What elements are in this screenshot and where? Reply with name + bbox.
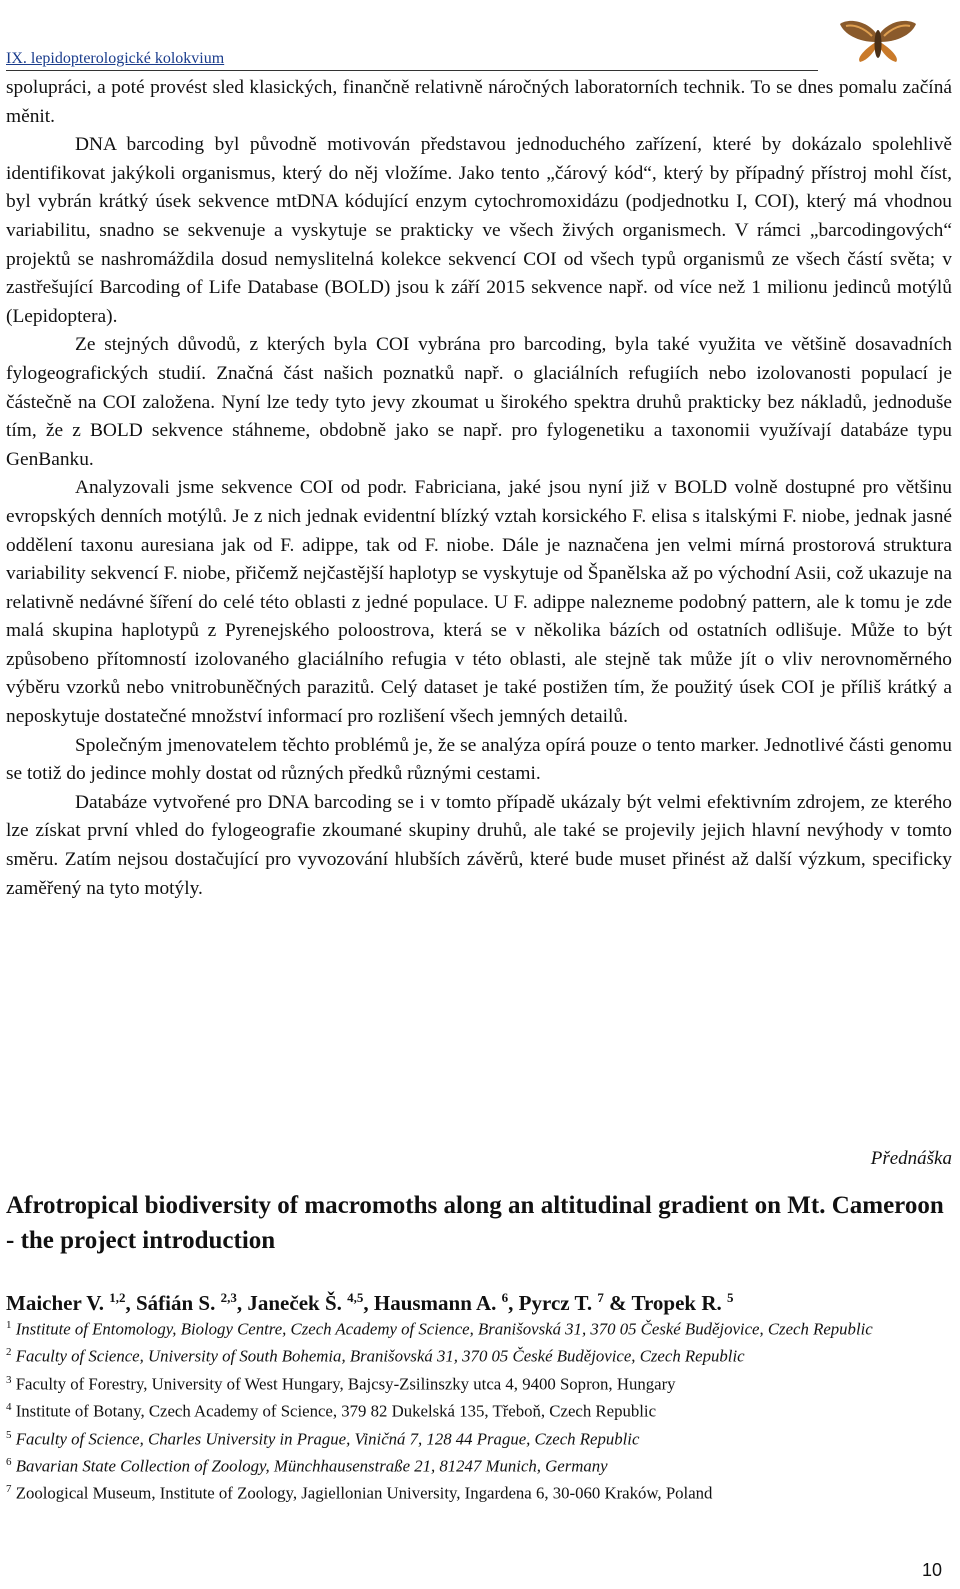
- affiliation-number: 3: [6, 1373, 12, 1386]
- author-name: Sáfián S.: [136, 1291, 221, 1315]
- page-number: 10: [921, 1560, 942, 1580]
- author-affiliation-marker: 4,5: [347, 1290, 364, 1305]
- paragraph-4: Analyzovali jsme sekvence COI od podr. Fabriciana, jaké jsou nyní již v BOLD volně dostupné pro většinu evropských denních motýlů. Je z nich jednak evidentní blízký vztah korsického F. elisa s italskými F. niobe, jednak jasné oddělení taxonu auresiana jak od F. adippe, tak od F. niobe. Dále je naznačena jen velmi mírná prostorová struktura variability sekvencí F. niobe, přičemž nejčastější haplotyp se vyskytuje od Španělska až po východní Asii, což ukazuje na relativně nedávné šíření do celé této oblasti z jedné populace. U F. adippe nalezneme podobný pattern, ale k tomu je zde malá skupina haplotypů z Pyrenejského poloostrova, která se v několika bázích od ostatních odlišuje. Může to být způsobeno přítomností izolovaného glaciálního refugia v této oblasti, ale stejně tak může jít o vliv nerovnoměrného výběru vzorků nebo vnitrobuněčných parazitů. Celý dataset je také postižen tím, že použitý úsek COI je příliš krátký a neposkytuje dostatečné množství informací pro rozlišení všech jemných detailů.: [6, 477, 952, 728]
- paragraph-5: Společným jmenovatelem těchto problémů je, že se analýza opírá pouze o tento marker. Jednotlivé části genomu se totiž do jedince mohly dostat od různých předků různými cestami.: [6, 734, 952, 785]
- paragraph-3: Ze stejných důvodů, z kterých byla COI vybrána pro barcoding, byla také využita ve většině dosavadních fylogeografických studií. Značná část našich poznatků např. o glaciálních refugiích nebo izolovanosti populací je částečně na COI založena. Nyní lze tedy tyto jevy zkoumat u širokého spektra druhů prakticky bez nákladů, jednoduše tím, že z BOLD sekvence stáhneme, obdobně jako se např. pro fylogenetiku a taxonomii využívají databáze typu GenBanku.: [6, 334, 952, 470]
- header-title: IX. lepidopterologické kolokvium: [6, 50, 225, 67]
- author-affiliation-marker: 1,2: [109, 1290, 126, 1305]
- affiliation-number: 1: [6, 1319, 12, 1331]
- affiliation-item: [6, 1424, 952, 1451]
- author-name: Janeček Š.: [247, 1291, 348, 1315]
- author-affiliation-marker: 2,3: [220, 1290, 237, 1305]
- author-affiliation-marker: 7: [597, 1290, 604, 1305]
- affiliation-item: [6, 1451, 952, 1478]
- page-header: [6, 50, 818, 71]
- affiliation-text: Faculty of Science, Charles University in Prague, Viničná 7, 128 44 Prague, Czech Republic: [11, 1429, 640, 1449]
- affiliation-text: Faculty of Forestry, University of West Hungary, Bajcsy-Zsilinszky utca 4, 9400 Sopron, Hungary: [11, 1374, 676, 1394]
- affiliation-item: [6, 1341, 952, 1368]
- affiliation-number: 5: [6, 1428, 12, 1441]
- affiliation-list: [6, 1314, 952, 1506]
- moth-icon: [838, 14, 918, 66]
- affiliation-number: 7: [6, 1483, 12, 1496]
- author-name: Pyrcz T.: [518, 1291, 598, 1315]
- author-name: Tropek R.: [631, 1291, 728, 1315]
- affiliation-number: 4: [6, 1401, 12, 1414]
- affiliation-item: [6, 1369, 952, 1396]
- affiliation-text: Bavarian State Collection of Zoology, Münchhausenstraße 21, 81247 Munich, Germany: [11, 1456, 608, 1476]
- affiliation-text: Faculty of Science, University of South Bohemia, Branišovská 31, 370 05 České Budějovice, Czech Republic: [11, 1346, 745, 1366]
- affiliation-text: Institute of Entomology, Biology Centre, Czech Academy of Science, Branišovská 31, 370 05 České Budějovice, Czech Republic: [11, 1319, 873, 1339]
- article-body: [6, 74, 952, 903]
- author-affiliation-marker: 6: [501, 1290, 509, 1305]
- section-label: Přednáška: [870, 1148, 952, 1169]
- author-name: Hausmann A.: [373, 1291, 502, 1315]
- author-name: Maicher V.: [6, 1291, 110, 1315]
- abstract-title: Afrotropical biodiversity of macromoths along an altitudinal gradient on Mt. Cameroon - the project introduction: [6, 1192, 944, 1254]
- affiliation-item: [6, 1396, 952, 1423]
- affiliation-item: [6, 1314, 952, 1341]
- affiliation-number: 6: [6, 1455, 12, 1468]
- affiliation-item: [6, 1478, 952, 1505]
- affiliation-text: Zoological Museum, Institute of Zoology, Jagiellonian University, Ingardena 6, 30-060 Kraków, Poland: [11, 1483, 713, 1503]
- author-list: Maicher V. $^{1,2}$, Sáfián S. $^{2,3}$, Janeček Š. $^{4,5}$, Hausmann A. $^6$, Pyrcz T. $^7$ & Tropek R. $^5$: [6, 1290, 734, 1315]
- affiliation-text: Institute of Botany, Czech Academy of Science, 379 82 Dukelská 135, Třeboň, Czech Republic: [11, 1401, 657, 1421]
- paragraph-2: DNA barcoding byl původně motivován představou jednoduchého zařízení, které by dokázalo spolehlivě identifikovat jakýkoli organismus, který do něj vložíme. Jako tento „čárový kód“, který by případný přístroj mohl číst, byl vybrán krátký úsek sekvence mtDNA kódující enzym cytochromoxidázu (podjednotku I, COI), který má vhodnou variabilitu, snadno se sekvenuje a vyskytuje se prakticky ve všech živých organismech. V rámci „barcodingových“ projektů se nashromáždila dosud nemyslitelná kolekce sekvencí COI od všech typů organismů ze všech částí světa; v zastřešující Barcoding of Life Database (BOLD) jsou k září 2015 sekvence např. od více než 1 milionu jedinců motýlů (Lepidoptera).: [6, 134, 952, 327]
- author-affiliation-marker: 5: [727, 1290, 734, 1305]
- paragraph-6: Databáze vytvořené pro DNA barcoding se i v tomto případě ukázaly být velmi efektivním zdrojem, ze kterého lze získat první vhled do fylogeografie zkoumané skupiny druhů, ale také se projevily jejich hlavní nevýhody v tomto směru. Zatím nejsou dostačující pro vyvozování hlubších závěrů, které bude muset přinést až další výzkum, specificky zaměřený na tyto motýly.: [6, 791, 952, 899]
- paragraph-1: spolupráci, a poté provést sled klasických, finančně relativně náročných laboratorních technik. To se dnes pomalu začíná měnit.: [6, 77, 952, 127]
- affiliation-number: 2: [6, 1346, 12, 1359]
